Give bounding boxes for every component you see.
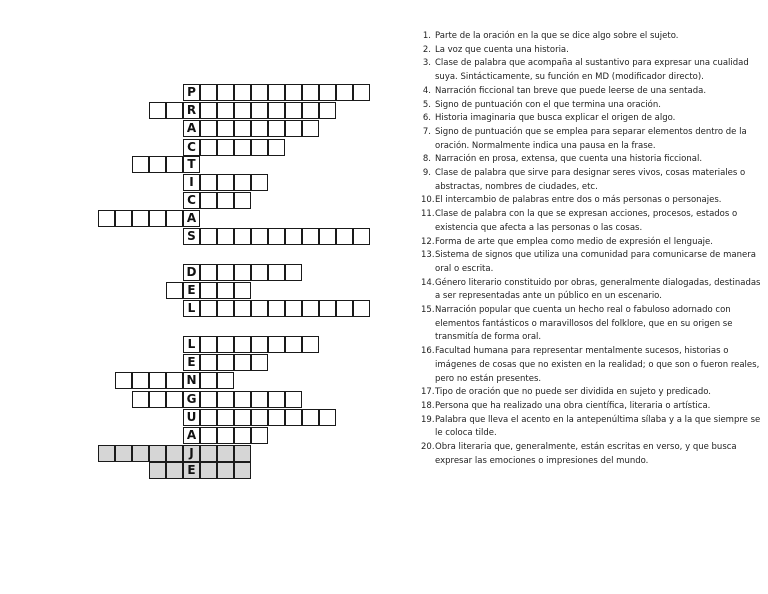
clue-number: 10. (421, 195, 435, 206)
answer-cell[interactable] (302, 84, 319, 101)
clue-text: Historia imaginaria que busca explicar el origen de algo. (435, 113, 676, 124)
crossword-row (0, 300, 400, 317)
answer-cell[interactable] (285, 336, 302, 353)
answer-cell[interactable] (268, 84, 285, 101)
answer-cell[interactable] (353, 300, 370, 317)
answer-cell[interactable] (234, 139, 251, 156)
answer-cell[interactable] (200, 445, 217, 462)
answer-cell[interactable] (285, 102, 302, 119)
clue-text: Clase de palabra con la que se expresan acciones, procesos, estados o existencia que afecta a las personas o las cosas. (435, 209, 738, 233)
clue-number: 6. (422, 113, 431, 124)
answer-cell[interactable] (166, 156, 183, 173)
key-letter-cell: A (183, 427, 200, 444)
key-letter-cell: S (183, 228, 200, 245)
answer-cell[interactable] (234, 427, 251, 444)
answer-cell[interactable] (149, 156, 166, 173)
key-letter-cell: A (183, 210, 200, 227)
answer-cell[interactable] (132, 391, 149, 408)
clue-number: 4. (422, 85, 431, 96)
answer-cell[interactable] (285, 84, 302, 101)
answer-cell[interactable] (251, 228, 268, 245)
clue-text: La voz que cuenta una historia. (435, 44, 569, 55)
answer-cell[interactable] (234, 300, 251, 317)
clue-text: Obra literaria que, generalmente, están escritas en verso, y que busca expresar las emociones o impresiones del mundo. (435, 442, 737, 466)
answer-cell[interactable] (302, 300, 319, 317)
answer-cell[interactable] (149, 462, 166, 479)
clue-text: Signo de puntuación que se emplea para separar elementos dentro de la oración. Normalmente indica una pausa en la frase. (435, 126, 747, 151)
answer-cell[interactable] (268, 102, 285, 119)
answer-cell[interactable] (200, 372, 217, 389)
key-letter-cell: C (183, 192, 200, 209)
clue-text: Parte de la oración en la que se dice algo sobre el sujeto. (435, 31, 679, 41)
answer-cell[interactable] (166, 282, 183, 299)
answer-cell[interactable] (234, 354, 251, 371)
clue-text: Narración en prosa, extensa, que cuenta una historia ficcional. (435, 154, 703, 165)
answer-cell[interactable] (149, 445, 166, 462)
clue-number: 11. (421, 209, 435, 220)
answer-cell[interactable] (217, 102, 234, 119)
answer-cell[interactable] (268, 391, 285, 408)
clue-text: Signo de puntuación con el que termina una oración. (435, 99, 661, 110)
crossword-row (0, 445, 400, 462)
key-letter-cell: L (183, 336, 200, 353)
clue-number: 18. (421, 400, 435, 411)
clue-text: Tipo de oración que no puede ser dividida en sujeto y predicado. (435, 387, 711, 398)
clue-item (421, 85, 761, 99)
answer-cell[interactable] (251, 120, 268, 137)
clue-number: 16. (421, 346, 435, 357)
clue-item (421, 345, 761, 386)
answer-cell[interactable] (234, 228, 251, 245)
answer-cell[interactable] (336, 300, 353, 317)
answer-cell[interactable] (217, 427, 234, 444)
answer-cell[interactable] (217, 84, 234, 101)
clue-number: 5. (422, 99, 431, 110)
crossword-row (0, 354, 400, 371)
answer-cell[interactable] (234, 102, 251, 119)
clue-number: 15. (421, 305, 435, 316)
clue-number: 9. (422, 168, 431, 179)
clue-text: Sistema de signos que utiliza una comunidad para comunicarse de manera oral o escrita. (435, 250, 756, 274)
key-letter-cell: T (183, 156, 200, 173)
crossword-row (0, 139, 400, 156)
crossword-row (0, 84, 400, 101)
answer-cell[interactable] (251, 264, 268, 281)
answer-cell[interactable] (200, 264, 217, 281)
clue-text: Clase de palabra que acompaña al sustantivo para expresar una cualidad suya. Sintácticamente, su función en MD (modificador directo). (435, 58, 749, 83)
answer-cell[interactable] (251, 427, 268, 444)
answer-cell[interactable] (336, 228, 353, 245)
clue-item (421, 304, 761, 345)
crossword-row (0, 462, 400, 479)
answer-cell[interactable] (268, 409, 285, 426)
clue-item (421, 99, 761, 113)
answer-cell[interactable] (217, 462, 234, 479)
clue-list (421, 30, 761, 469)
clue-item (421, 57, 761, 84)
clue-item (421, 167, 761, 194)
clue-number: 1. (422, 31, 431, 41)
clue-item (421, 194, 761, 208)
answer-cell[interactable] (149, 372, 166, 389)
answer-cell[interactable] (251, 300, 268, 317)
clue-item (421, 208, 761, 235)
answer-cell[interactable] (217, 300, 234, 317)
answer-cell[interactable] (268, 228, 285, 245)
clue-text: El intercambio de palabras entre dos o más personas o personajes. (435, 195, 722, 206)
answer-cell[interactable] (234, 282, 251, 299)
key-letter-cell: A (183, 120, 200, 137)
answer-cell[interactable] (132, 445, 149, 462)
crossword-row (0, 102, 400, 119)
answer-cell[interactable] (217, 282, 234, 299)
answer-cell[interactable] (98, 445, 115, 462)
key-letter-cell: E (183, 462, 200, 479)
answer-cell[interactable] (234, 264, 251, 281)
answer-cell[interactable] (132, 156, 149, 173)
answer-cell[interactable] (166, 102, 183, 119)
crossword-row (0, 409, 400, 426)
crossword-row (0, 192, 400, 209)
answer-cell[interactable] (319, 102, 336, 119)
answer-cell[interactable] (234, 174, 251, 191)
answer-cell[interactable] (268, 120, 285, 137)
answer-cell[interactable] (251, 336, 268, 353)
answer-cell[interactable] (251, 139, 268, 156)
clue-text: Palabra que lleva el acento en la antepenúltima sílaba y a la que siempre se le coloca tilde. (435, 414, 761, 439)
answer-cell[interactable] (200, 174, 217, 191)
answer-cell[interactable] (268, 264, 285, 281)
clue-text: Forma de arte que emplea como medio de expresión el lenguaje. (435, 236, 713, 247)
clue-item (421, 44, 761, 58)
answer-cell[interactable] (200, 192, 217, 209)
answer-cell[interactable] (217, 445, 234, 462)
clue-number: 14. (421, 277, 435, 288)
answer-cell[interactable] (115, 372, 132, 389)
answer-cell[interactable] (302, 228, 319, 245)
answer-cell[interactable] (285, 391, 302, 408)
answer-cell[interactable] (251, 84, 268, 101)
crossword-row (0, 282, 400, 299)
answer-cell[interactable] (115, 210, 132, 227)
answer-cell[interactable] (285, 264, 302, 281)
answer-cell[interactable] (166, 372, 183, 389)
crossword-row (0, 174, 400, 191)
clue-number: 13. (421, 250, 435, 261)
key-letter-cell: G (183, 391, 200, 408)
answer-cell[interactable] (98, 210, 115, 227)
answer-cell[interactable] (200, 282, 217, 299)
clue-text: Narración ficcional tan breve que puede leerse de una sentada. (435, 85, 707, 96)
clue-item (421, 400, 761, 414)
answer-cell[interactable] (234, 409, 251, 426)
answer-cell[interactable] (234, 120, 251, 137)
answer-cell[interactable] (251, 354, 268, 371)
answer-cell[interactable] (353, 228, 370, 245)
key-letter-cell: U (183, 409, 200, 426)
answer-cell[interactable] (132, 372, 149, 389)
clue-item (421, 126, 761, 153)
key-letter-cell: J (183, 445, 200, 462)
answer-cell[interactable] (115, 445, 132, 462)
clue-item (421, 30, 761, 44)
clue-text: Narración popular que cuenta un hecho real o fabuloso adornado con elementos fantásticos o maravillosos del folklore, que en su origen se transmitía de forma oral. (435, 305, 733, 343)
answer-cell[interactable] (217, 192, 234, 209)
answer-cell[interactable] (302, 102, 319, 119)
crossword-row (0, 228, 400, 245)
answer-cell[interactable] (234, 336, 251, 353)
key-letter-cell: P (183, 84, 200, 101)
answer-cell[interactable] (251, 102, 268, 119)
answer-cell[interactable] (251, 174, 268, 191)
answer-cell[interactable] (268, 139, 285, 156)
answer-cell[interactable] (200, 427, 217, 444)
clue-item (421, 236, 761, 250)
answer-cell[interactable] (251, 391, 268, 408)
answer-cell[interactable] (285, 228, 302, 245)
answer-cell[interactable] (200, 84, 217, 101)
crossword-row (0, 156, 400, 173)
key-letter-cell: E (183, 354, 200, 371)
clue-item (421, 249, 761, 276)
answer-cell[interactable] (251, 409, 268, 426)
answer-cell[interactable] (217, 228, 234, 245)
answer-cell[interactable] (319, 228, 336, 245)
crossword-row (0, 372, 400, 389)
answer-cell[interactable] (285, 409, 302, 426)
key-letter-cell: N (183, 372, 200, 389)
answer-cell[interactable] (217, 391, 234, 408)
answer-cell[interactable] (200, 391, 217, 408)
answer-cell[interactable] (234, 391, 251, 408)
answer-cell[interactable] (200, 300, 217, 317)
answer-cell[interactable] (319, 409, 336, 426)
key-letter-cell: I (183, 174, 200, 191)
crossword-row (0, 264, 400, 281)
answer-cell[interactable] (217, 336, 234, 353)
answer-cell[interactable] (319, 84, 336, 101)
answer-cell[interactable] (149, 102, 166, 119)
answer-cell[interactable] (132, 210, 149, 227)
clue-item (421, 386, 761, 400)
clue-number: 2. (422, 44, 431, 55)
clue-number: 7. (422, 126, 431, 137)
clue-item (421, 153, 761, 167)
answer-cell[interactable] (336, 84, 353, 101)
answer-cell[interactable] (234, 84, 251, 101)
clue-text: Clase de palabra que sirve para designar seres vivos, cosas materiales o abstractas, nombres de ciudades, etc. (435, 168, 746, 192)
key-letter-cell: L (183, 300, 200, 317)
answer-cell[interactable] (217, 354, 234, 371)
answer-cell[interactable] (200, 139, 217, 156)
clue-number: 12. (421, 236, 435, 247)
answer-cell[interactable] (268, 300, 285, 317)
clue-number: 20. (421, 442, 435, 453)
key-letter-cell: C (183, 139, 200, 156)
clue-item (421, 112, 761, 126)
answer-cell[interactable] (302, 120, 319, 137)
clue-number: 8. (422, 154, 431, 165)
answer-cell[interactable] (200, 120, 217, 137)
clue-text: Facultad humana para representar mentalmente sucesos, historias o imágenes de cosas que no existen en la realidad; o que son o fueron reales, pero no están presentes. (435, 346, 760, 384)
answer-cell[interactable] (149, 391, 166, 408)
clue-item (421, 441, 761, 468)
answer-cell[interactable] (217, 120, 234, 137)
answer-cell[interactable] (200, 462, 217, 479)
crossword-row (0, 427, 400, 444)
answer-cell[interactable] (166, 462, 183, 479)
answer-cell[interactable] (166, 210, 183, 227)
answer-cell[interactable] (217, 372, 234, 389)
clue-number: 19. (421, 414, 435, 425)
answer-cell[interactable] (200, 409, 217, 426)
crossword-row (0, 210, 400, 227)
answer-cell[interactable] (285, 300, 302, 317)
answer-cell[interactable] (217, 174, 234, 191)
answer-cell[interactable] (217, 409, 234, 426)
clue-text: Persona que ha realizado una obra científica, literaria o artística. (435, 400, 711, 411)
answer-cell[interactable] (200, 102, 217, 119)
answer-cell[interactable] (268, 336, 285, 353)
answer-cell[interactable] (217, 264, 234, 281)
answer-cell[interactable] (149, 210, 166, 227)
answer-cell[interactable] (234, 462, 251, 479)
answer-cell[interactable] (302, 336, 319, 353)
answer-cell[interactable] (302, 409, 319, 426)
crossword-row (0, 391, 400, 408)
answer-cell[interactable] (166, 445, 183, 462)
answer-cell[interactable] (200, 336, 217, 353)
key-letter-cell: D (183, 264, 200, 281)
answer-cell[interactable] (234, 192, 251, 209)
clue-item (421, 277, 761, 304)
answer-cell[interactable] (234, 445, 251, 462)
key-letter-cell: R (183, 102, 200, 119)
answer-cell[interactable] (353, 84, 370, 101)
crossword-row (0, 336, 400, 353)
key-letter-cell: E (183, 282, 200, 299)
answer-cell[interactable] (285, 120, 302, 137)
answer-cell[interactable] (217, 139, 234, 156)
answer-cell[interactable] (319, 300, 336, 317)
crossword-row (0, 120, 400, 137)
answer-cell[interactable] (200, 354, 217, 371)
answer-cell[interactable] (166, 391, 183, 408)
answer-cell[interactable] (200, 228, 217, 245)
clue-number: 3. (422, 58, 431, 69)
clue-number: 17. (421, 387, 435, 398)
clue-item (421, 414, 761, 441)
clue-text: Género literario constituido por obras, generalmente dialogadas, destinadas a ser representadas ante un público en un escenario. (435, 277, 761, 302)
